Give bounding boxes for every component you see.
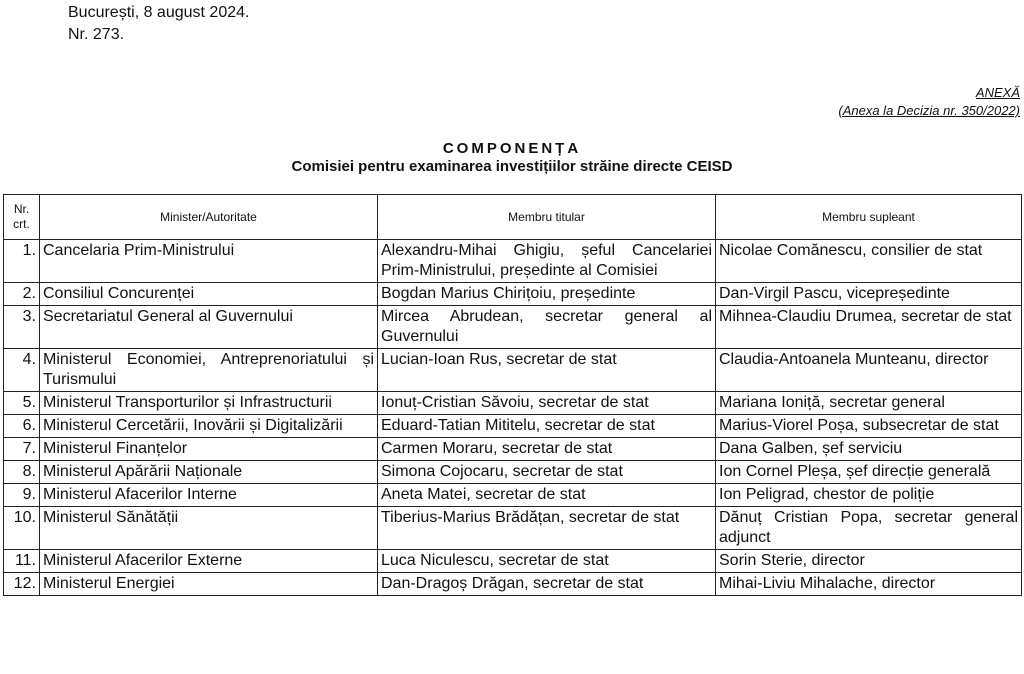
- authority-cell: Ministerul Cercetării, Inovării și Digitalizării: [40, 415, 378, 438]
- row-number: 1.: [4, 240, 40, 283]
- table-row: [4, 306, 1022, 349]
- alternate-cell: Dana Galben, șef serviciu: [716, 438, 1022, 461]
- alternate-cell: Dănuț Cristian Popa, secretar general adjunct: [716, 507, 1022, 550]
- table-header-row: [4, 195, 1022, 240]
- authority-cell: Ministerul Transporturilor și Infrastructurii: [40, 392, 378, 415]
- alternate-cell: Marius-Viorel Poșa, subsecretar de stat: [716, 415, 1022, 438]
- member-cell: Dan-Dragoș Drăgan, secretar de stat: [378, 573, 716, 596]
- document-subtitle: Comisiei pentru examinarea investițiilor străine directe CEISD: [291, 158, 733, 175]
- authority-cell: Ministerul Afacerilor Externe: [40, 550, 378, 573]
- document-title: COMPONENȚA: [442, 140, 582, 157]
- member-cell: Carmen Moraru, secretar de stat: [378, 438, 716, 461]
- alternate-cell: Mihai-Liviu Mihalache, director: [716, 573, 1022, 596]
- alternate-cell: Sorin Sterie, director: [716, 550, 1022, 573]
- authority-cell: Ministerul Sănătății: [40, 507, 378, 550]
- member-cell: Luca Niculescu, secretar de stat: [378, 550, 716, 573]
- member-cell: Aneta Matei, secretar de stat: [378, 484, 716, 507]
- member-cell: Tiberius-Marius Brădățan, secretar de stat: [378, 507, 716, 550]
- authority-cell: Ministerul Economiei, Antreprenoriatului și Turismului: [40, 349, 378, 392]
- row-number: 9.: [4, 484, 40, 507]
- authority-cell: Ministerul Finanțelor: [40, 438, 378, 461]
- authority-cell: Ministerul Afacerilor Interne: [40, 484, 378, 507]
- table-row: [4, 283, 1022, 306]
- table-row: [4, 392, 1022, 415]
- member-cell: Simona Cojocaru, secretar de stat: [378, 461, 716, 484]
- row-number: 7.: [4, 438, 40, 461]
- annex-reference: [838, 84, 1020, 120]
- table-row: [4, 240, 1022, 283]
- member-cell: Eduard-Tatian Mititelu, secretar de stat: [378, 415, 716, 438]
- alternate-cell: Ion Peligrad, chestor de poliție: [716, 484, 1022, 507]
- alternate-cell: Nicolae Comănescu, consilier de stat: [716, 240, 1022, 283]
- alternate-cell: Dan-Virgil Pascu, vicepreședinte: [716, 283, 1022, 306]
- authority-cell: Cancelaria Prim-Ministrului: [40, 240, 378, 283]
- annex-decision-reference: (Anexa la Decizia nr. 350/2022): [838, 103, 1020, 118]
- column-header-member: Membru titular: [378, 195, 716, 240]
- column-header-authority: Minister/Autoritate: [40, 195, 378, 240]
- row-number: 12.: [4, 573, 40, 596]
- row-number: 10.: [4, 507, 40, 550]
- commission-members-table: [3, 194, 1022, 596]
- place-date: București, 8 august 2024.: [68, 4, 250, 21]
- authority-cell: Consiliul Concurenței: [40, 283, 378, 306]
- member-cell: Ionuț-Cristian Săvoiu, secretar de stat: [378, 392, 716, 415]
- authority-cell: Ministerul Energiei: [40, 573, 378, 596]
- table-row: [4, 438, 1022, 461]
- alternate-cell: Mihnea-Claudiu Drumea, secretar de stat: [716, 306, 1022, 349]
- row-number: 11.: [4, 550, 40, 573]
- member-cell: Bogdan Marius Chirițoiu, președinte: [378, 283, 716, 306]
- row-number: 3.: [4, 306, 40, 349]
- authority-cell: Secretariatul General al Guvernului: [40, 306, 378, 349]
- row-number: 8.: [4, 461, 40, 484]
- alternate-cell: Claudia-Antoanela Munteanu, director: [716, 349, 1022, 392]
- row-number: 4.: [4, 349, 40, 392]
- member-cell: Mircea Abrudean, secretar general al Guvernului: [378, 306, 716, 349]
- table-row: [4, 573, 1022, 596]
- member-cell: Lucian-Ioan Rus, secretar de stat: [378, 349, 716, 392]
- document-header: [68, 2, 249, 46]
- row-number: 5.: [4, 392, 40, 415]
- column-header-nr: Nr. crt.: [4, 195, 40, 240]
- authority-cell: Ministerul Apărării Naționale: [40, 461, 378, 484]
- table-row: [4, 415, 1022, 438]
- alternate-cell: Mariana Ioniță, secretar general: [716, 392, 1022, 415]
- row-number: 2.: [4, 283, 40, 306]
- table-row: [4, 461, 1022, 484]
- document-number: Nr. 273.: [68, 26, 125, 43]
- row-number: 6.: [4, 415, 40, 438]
- annex-label: ANEXĂ: [975, 85, 1020, 100]
- member-cell: Alexandru-Mihai Ghigiu, șeful Cancelariei Prim-Ministrului, președinte al Comisiei: [378, 240, 716, 283]
- table-row: [4, 349, 1022, 392]
- table-row: [4, 550, 1022, 573]
- table-row: [4, 484, 1022, 507]
- table-body: [4, 240, 1022, 596]
- column-header-alternate: Membru supleant: [716, 195, 1022, 240]
- alternate-cell: Ion Cornel Pleșa, șef direcție generală: [716, 461, 1022, 484]
- table-row: [4, 507, 1022, 550]
